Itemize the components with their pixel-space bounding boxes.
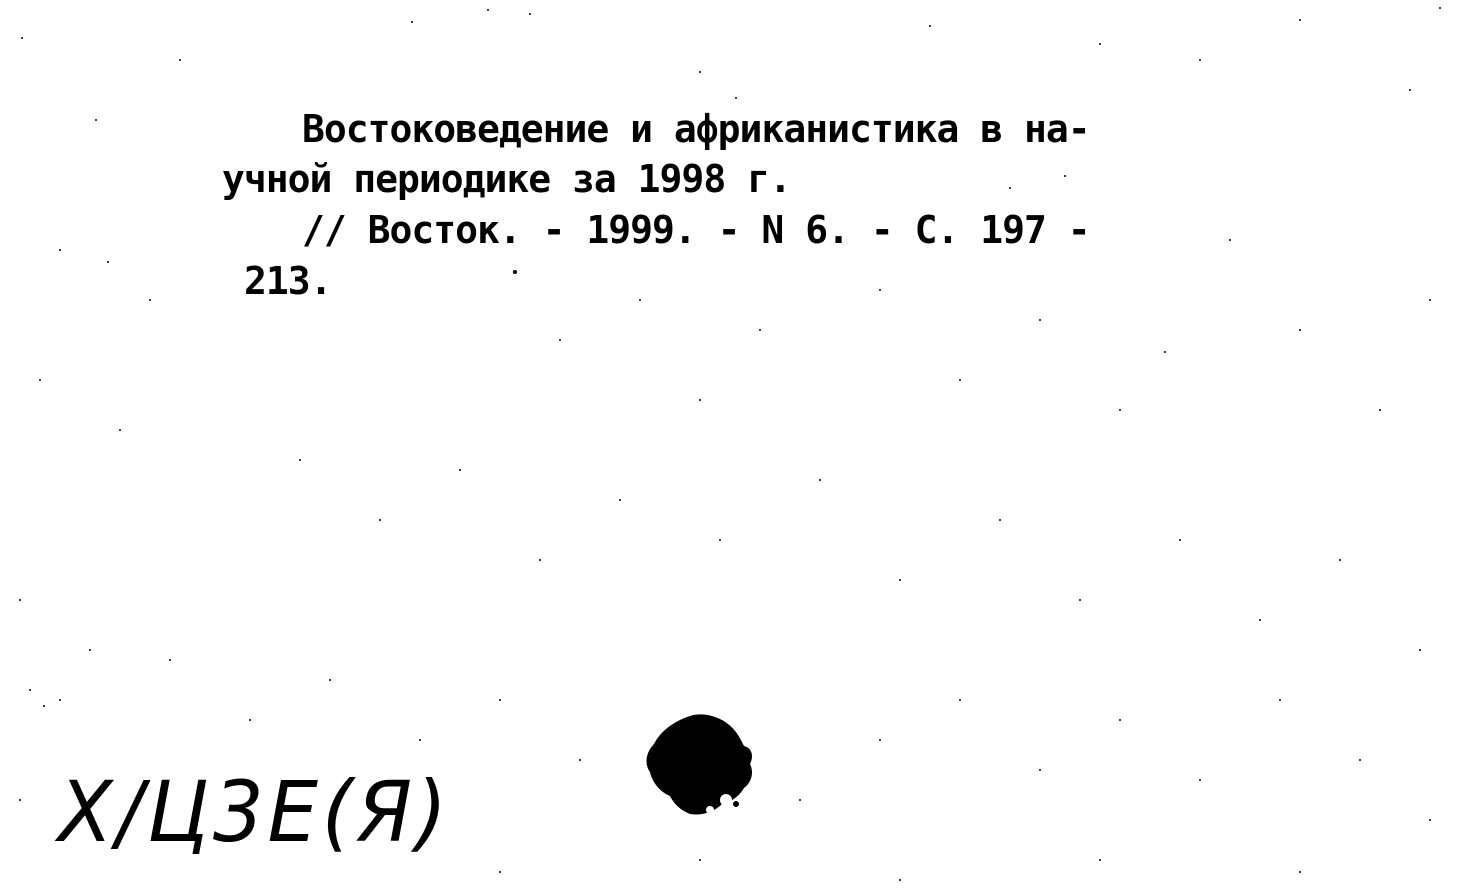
shelf-mark: Х/Ц3Е(Я): [58, 763, 451, 861]
citation-line-2: учной периодике за 1998 г.: [222, 157, 791, 201]
punch-hole: [640, 712, 760, 818]
citation-line-4: 213.: [244, 259, 332, 303]
citation-line-1: Востоковедение и африканистика в на-: [302, 107, 1090, 151]
citation-line-3: // Восток. - 1999. - N 6. - С. 197 -: [302, 208, 1090, 252]
